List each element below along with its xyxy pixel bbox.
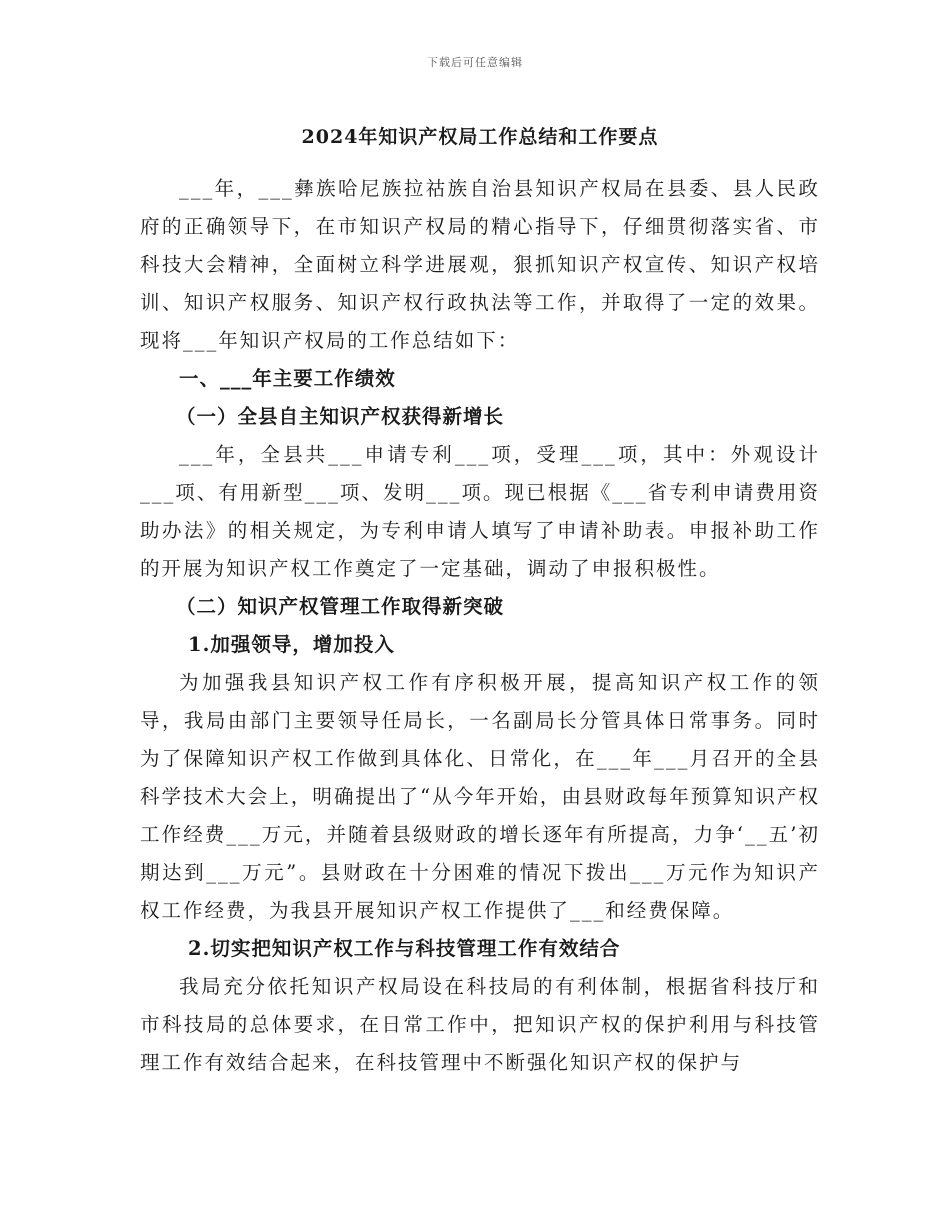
leadership-paragraph: 为加强我县知识产权工作有序积极开展，提高知识产权工作的领导，我局由部门主要领导任局长，一名副局长分管具体日常事务。同时为了保障知识产权工作做到具体化、日常化，在___年___月召开的全县科学技术大会上，明确提出了“从今年开始，由县财政每年预算知识产权工作经费___万元，并随着县级财政的增长逐年有所提高，力争‘__五’初期达到___万元”。县财政在十分困难的情况下拨出___万元作为知识产权工作经费，为我县开展知识产权工作提供了___和经费保障。 <box>140 671 820 922</box>
section-heading-1: 一、___年主要工作绩效 <box>179 367 396 390</box>
document-title: 2024年知识产权局工作总结和工作要点 <box>301 126 659 148</box>
patent-paragraph: ___年，全县共___申请专利___项，受理___项，其中：外观设计___项、有用新型___项、发明___项。现已根据《___省专利申请费用资助办法》的相关规定，为专利申请人填写了申请补助表。申报补助工作的开展为知识产权工作奠定了一定基础，调动了申报积极性。 <box>140 443 820 580</box>
integration-paragraph: 我局充分依托知识产权局设在科技局的有利体制，根据省科技厅和市科技局的总体要求，在日常工作中，把知识产权的保护利用与科技管理工作有效结合起来，在科技管理中不断强化知识产权的保护与 <box>140 975 820 1074</box>
subsection-heading-1: （一）全县自主知识产权获得新增长 <box>176 405 505 428</box>
document-body <box>140 122 820 1082</box>
subsection-heading-2: （二）知识产权管理工作取得新突破 <box>176 595 505 618</box>
intro-paragraph: ___年，___彝族哈尼族拉祜族自治县知识产权局在县委、县人民政府的正确领导下，在市知识产权局的精心指导下，仔细贯彻落实省、市科技大会精神，全面树立科学进展观，狠抓知识产权宣传、知识产权培训、知识产权服务、知识产权行政执法等工作，并取得了一定的效果。现将___年知识产权局的工作总结如下： <box>140 177 820 352</box>
item-heading-1: 1.加强领导，增加投入 <box>188 633 395 656</box>
item-heading-2: 2.切实把知识产权工作与科技管理工作有效结合 <box>188 937 621 960</box>
header-note: 下载后可任意编辑 <box>427 56 523 69</box>
